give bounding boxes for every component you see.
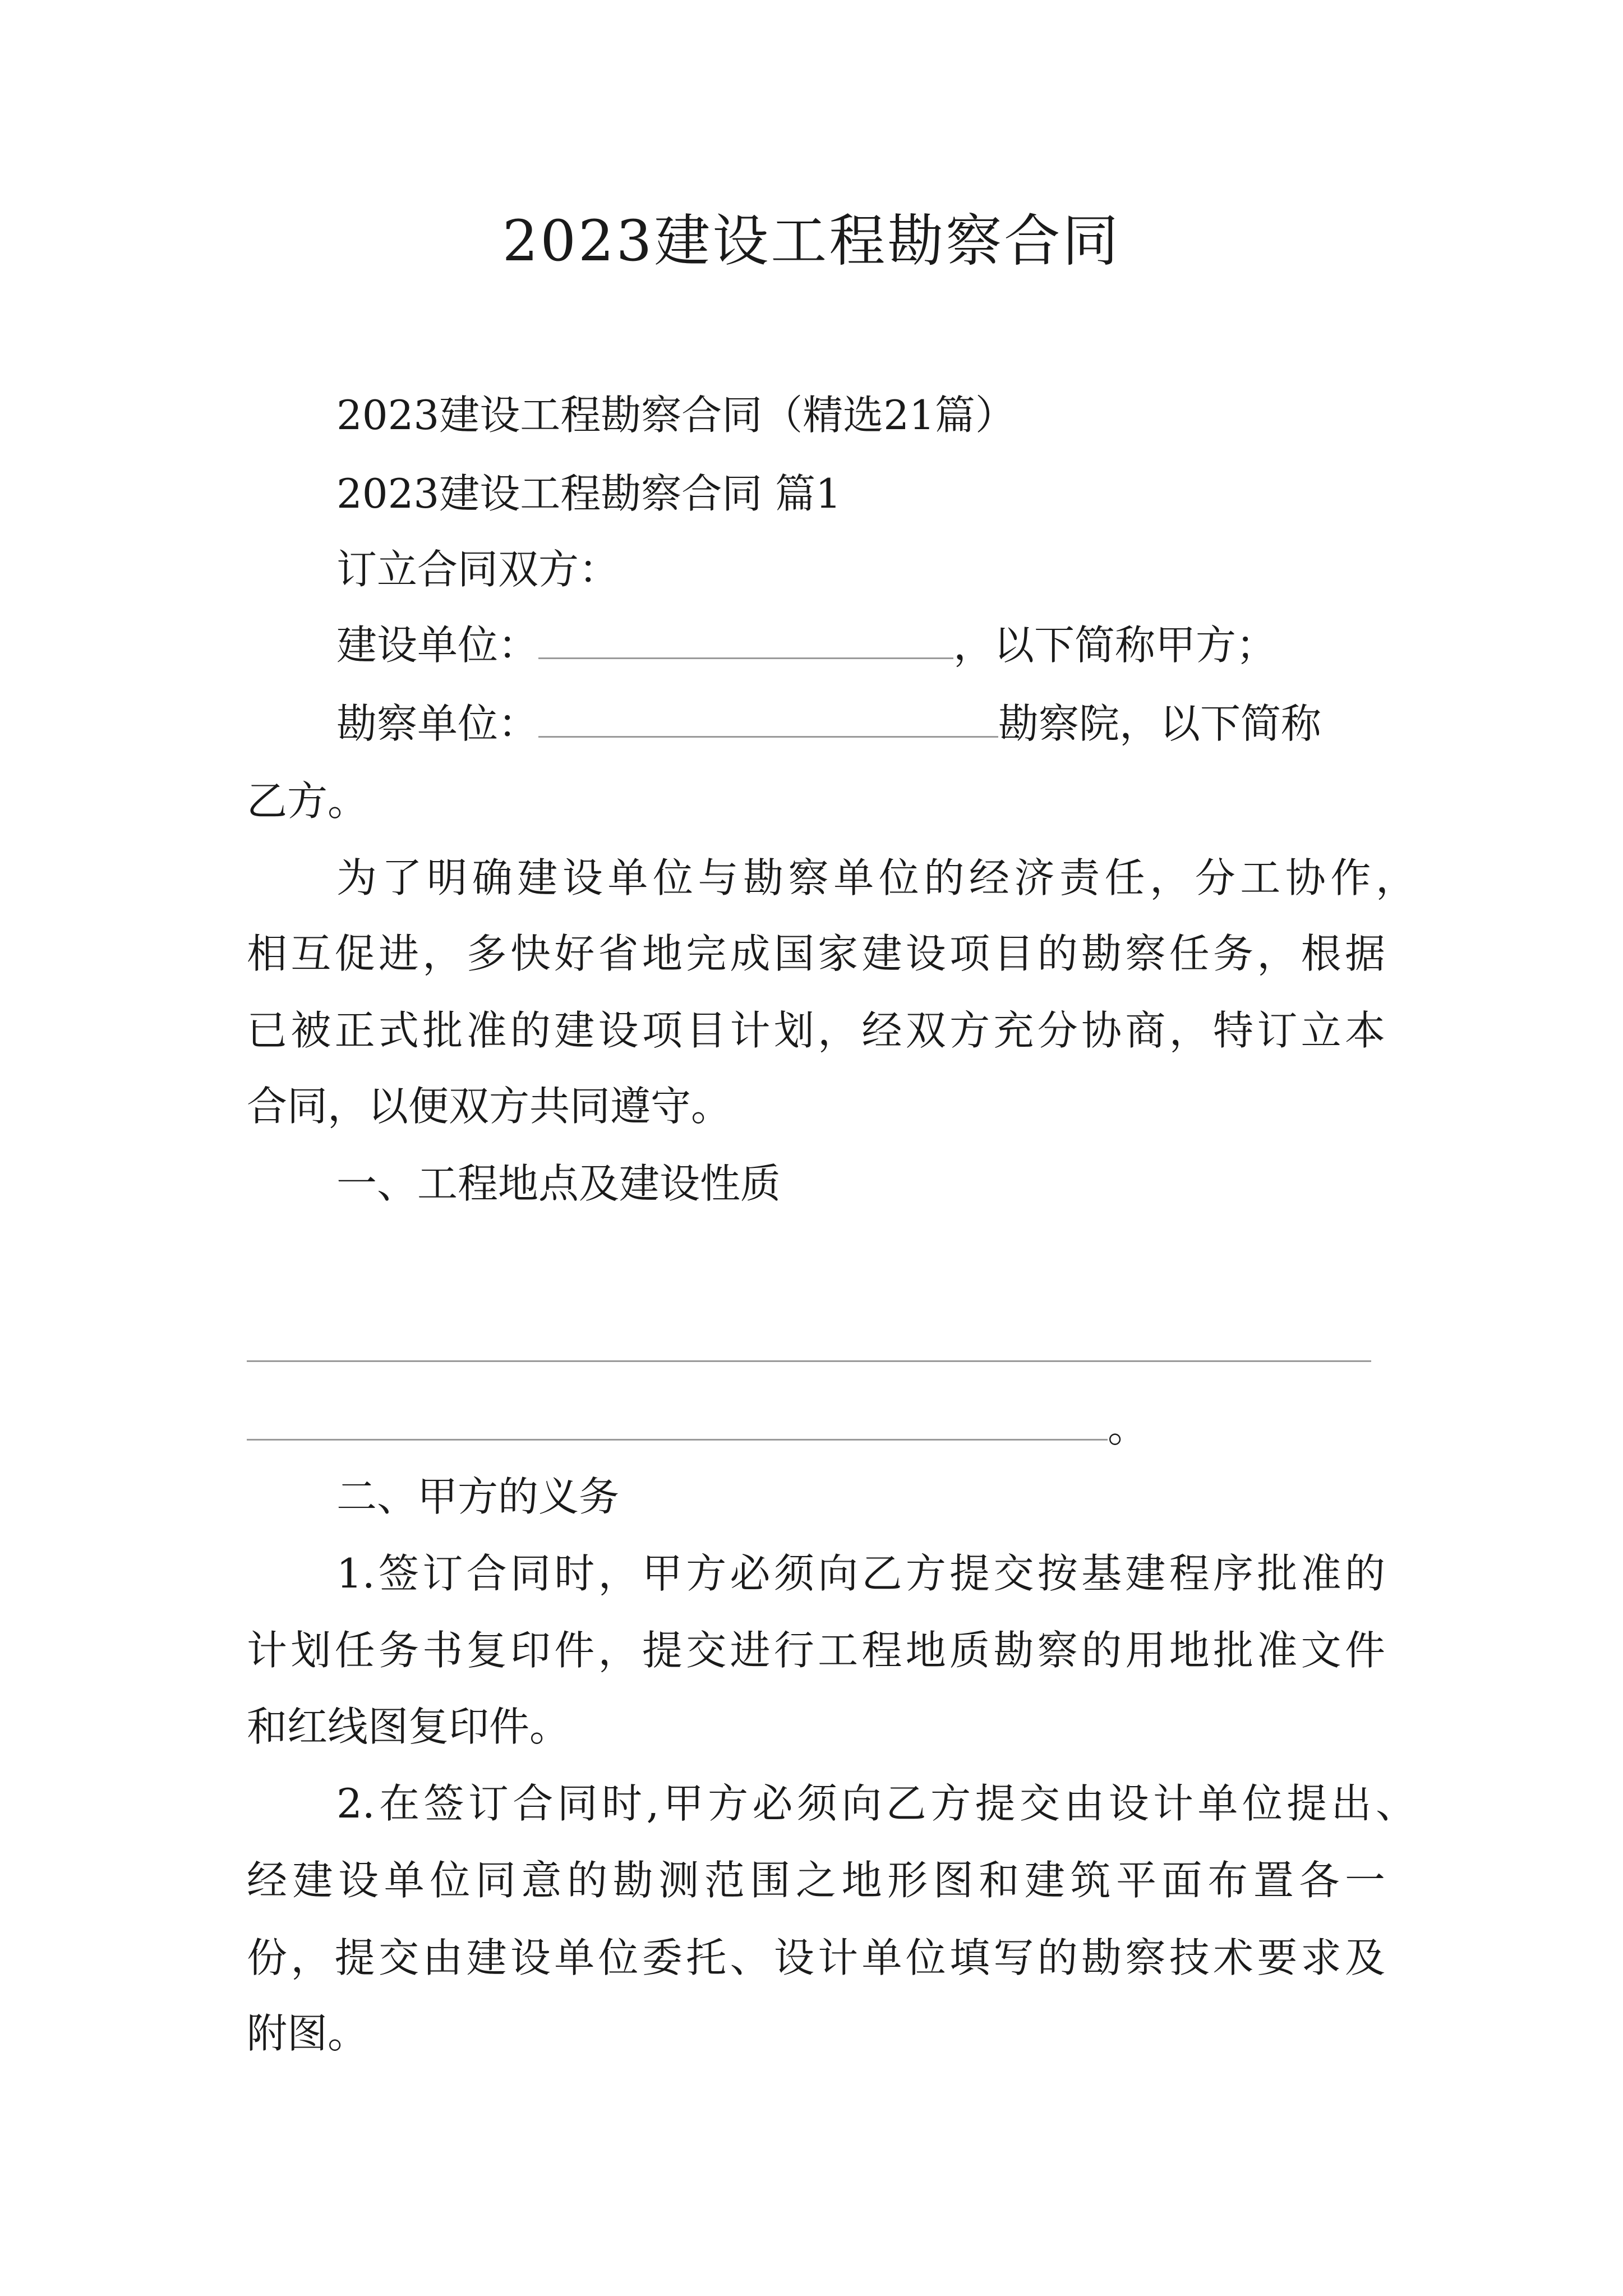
party-a-suffix: ，以下简称甲方； [953, 622, 1277, 669]
section-heading: 2023建设工程勘察合同 篇1 [336, 470, 841, 517]
party-a-label: 建设单位： [336, 622, 539, 669]
document-title: 2023建设工程勘察合同 [502, 208, 1121, 274]
party-a-line [336, 617, 1276, 673]
preamble-line: 为了明确建设单位与勘察单位的经济责任，分工协作， [336, 854, 1416, 901]
item-1-line: 和红线图复印件。 [247, 1703, 570, 1750]
party-b-suffix: 勘察院，以下简称 [998, 700, 1322, 747]
preamble-line: 合同，以便双方共同遵守。 [247, 1083, 732, 1130]
clause-1-blank-line [247, 1360, 1371, 1362]
party-b-blank [538, 697, 998, 738]
party-b-label: 勘察单位： [336, 700, 539, 747]
clause-1-heading: 一、工程地点及建设性质 [336, 1160, 781, 1207]
clause-2-heading: 二、甲方的义务 [336, 1473, 620, 1520]
party-b-continuation: 乙方。 [247, 777, 368, 825]
party-b-line [336, 696, 1321, 752]
item-2-line: 份，提交由建设单位委托、设计单位填写的勘察技术要求及 [247, 1934, 1385, 1981]
item-2-line: 附图。 [247, 2010, 368, 2057]
item-1-line: 1.签订合同时，甲方必须向乙方提交按基建程序批准的 [336, 1550, 1385, 1597]
item-2-line: 2.在签订合同时,甲方必须向乙方提交由设计单位提出、 [336, 1780, 1416, 1827]
item-2-line: 经建设单位同意的勘测范围之地形图和建筑平面布置各一 [247, 1857, 1385, 1904]
preamble-line: 已被正式批准的建设项目计划，经双方充分协商，特订立本 [247, 1007, 1385, 1054]
party-a-blank [538, 618, 953, 659]
preamble-line: 相互促进，多快好省地完成国家建设项目的勘察任务，根据 [247, 930, 1385, 977]
document-subtitle: 2023建设工程勘察合同（精选21篇） [336, 392, 1016, 439]
item-1-line: 计划任务书复印件，提交进行工程地质勘察的用地批准文件 [247, 1627, 1385, 1674]
clause-1-period: 。 [1108, 1404, 1149, 1451]
parties-intro: 订立合同双方： [336, 546, 620, 593]
clause-1-blank-line [247, 1439, 1108, 1441]
